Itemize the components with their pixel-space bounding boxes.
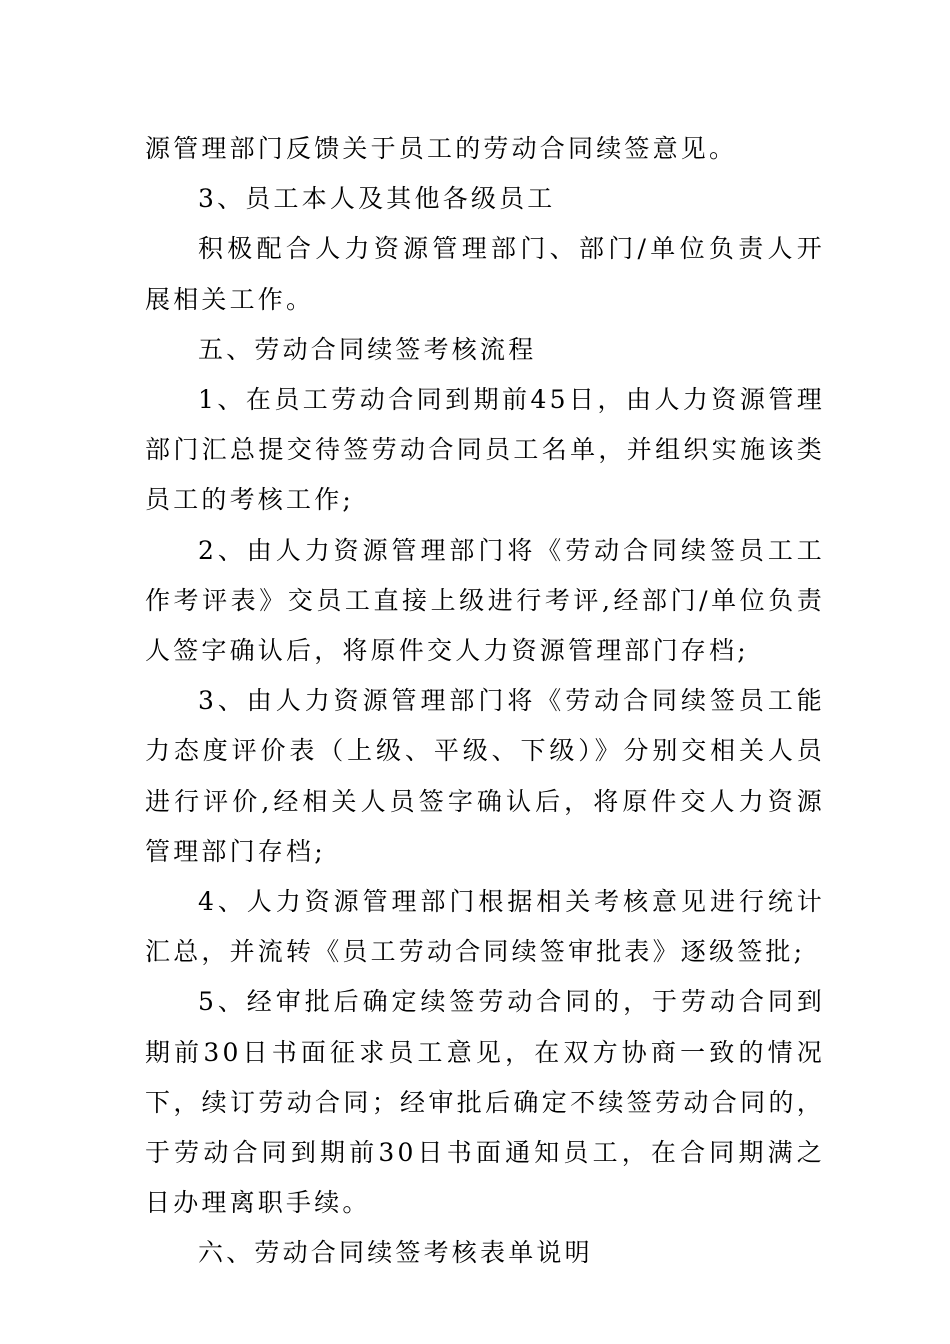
section-heading-assessment-process: 五、劳动合同续签考核流程 <box>198 334 537 364</box>
paragraph-step-3: 3、由人力资源管理部门将《劳动合同续签员工能力态度评价表（上级、平级、下级）》分别交相关人员进行评价,经相关人员签字确认后，将原件交人力资源管理部门存档; <box>145 686 825 866</box>
paragraph-step-4: 4、人力资源管理部门根据相关考核意见进行统计汇总，并流转《员工劳动合同续签审批表》逐级签批; <box>145 887 825 967</box>
paragraph-cooperate: 积极配合人力资源管理部门、部门/单位负责人开展相关工作。 <box>145 234 825 314</box>
section-heading-forms: 六、劳动合同续签考核表单说明 <box>198 1238 593 1268</box>
paragraph-step-5: 5、经审批后确定续签劳动合同的，于劳动合同到期前30日书面征求员工意见，在双方协商一致的情况下，续订劳动合同；经审批后确定不续签劳动合同的，于劳动合同到期前30日书面通知员工，在合同期满之日办理离职手续。 <box>145 987 825 1218</box>
paragraph-heading-employees: 3、员工本人及其他各级员工 <box>198 184 556 214</box>
document-body <box>145 124 825 1279</box>
paragraph-step-2: 2、由人力资源管理部门将《劳动合同续签员工工作考评表》交员工直接上级进行考评,经部门/单位负责人签字确认后，将原件交人力资源管理部门存档; <box>145 535 825 666</box>
paragraph-hr-feedback-continued: 源管理部门反馈关于员工的劳动合同续签意见。 <box>145 134 738 163</box>
paragraph-step-1: 1、在员工劳动合同到期前45日，由人力资源管理部门汇总提交待签劳动合同员工名单，并组织实施该类员工的考核工作; <box>145 385 825 515</box>
